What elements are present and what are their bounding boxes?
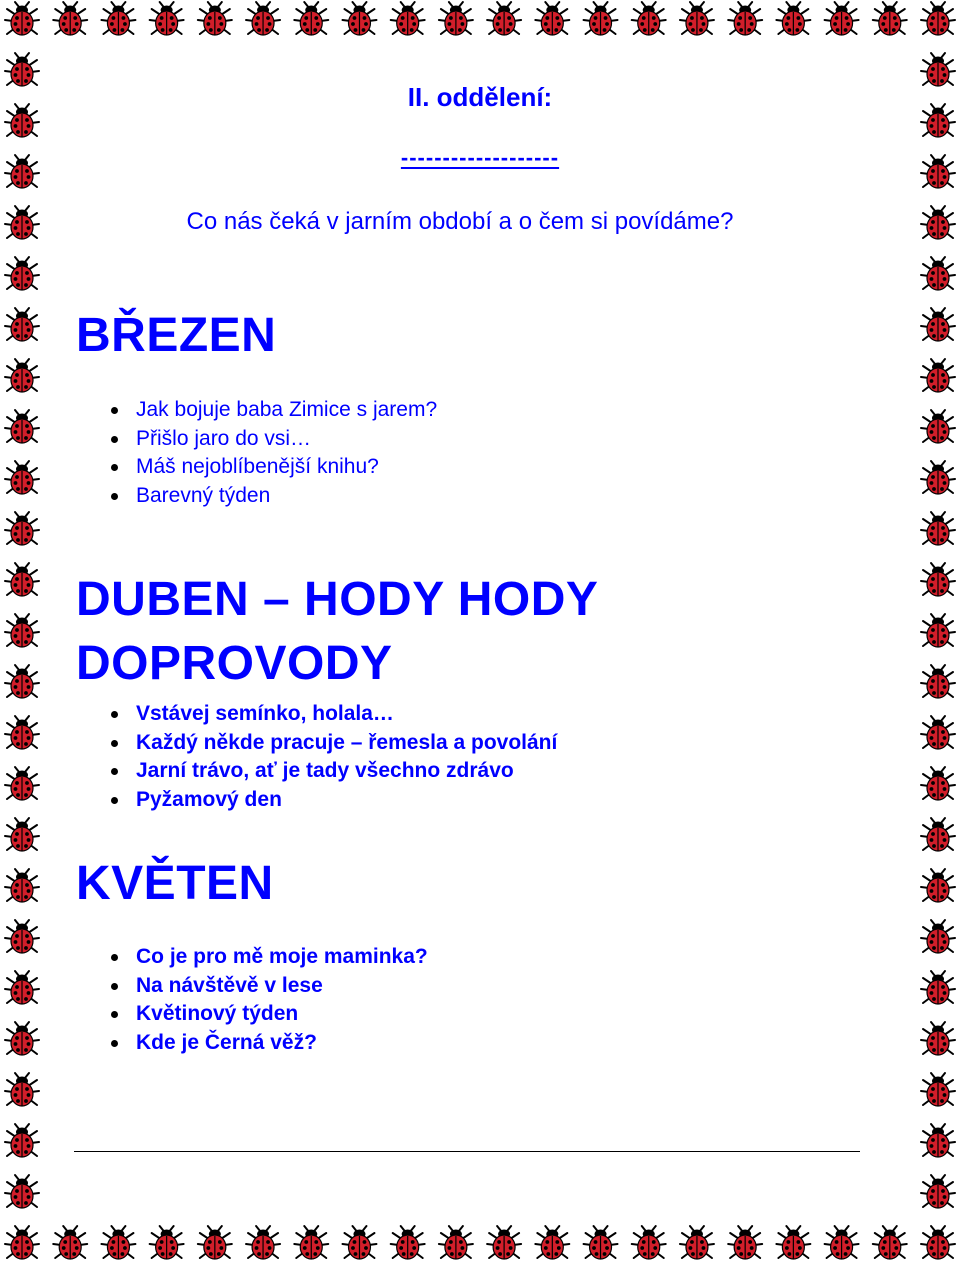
list-item: Jak bojuje baba Zimice s jarem? — [136, 396, 437, 425]
list-item: Každý někde pracuje – řemesla a povolání — [136, 729, 557, 758]
list-item: Jarní trávo, ať je tady všechno zdrávo — [136, 757, 557, 786]
heading-duben-line2: DOPROVODY — [76, 637, 393, 690]
list-duben — [104, 700, 557, 814]
heading-duben-line1: DUBEN – HODY HODY — [76, 573, 599, 626]
heading-kveten: KVĚTEN — [76, 857, 274, 910]
list-item: Květinový týden — [136, 1000, 428, 1029]
list-kveten — [104, 943, 428, 1057]
list-item: Máš nejoblíbenější knihu? — [136, 453, 437, 482]
list-item: Barevný týden — [136, 482, 437, 511]
list-item: Pyžamový den — [136, 786, 557, 815]
heading-brezen: BŘEZEN — [76, 309, 277, 362]
bottom-rule — [74, 1151, 860, 1152]
page-title: II. oddělení: — [407, 82, 553, 112]
list-item: Přišlo jaro do vsi… — [136, 425, 437, 454]
intro-question: Co nás čeká v jarním období a o čem si povídáme? — [186, 208, 734, 235]
list-item: Vstávej semínko, holala… — [136, 700, 557, 729]
title-dashes: ------------------- — [400, 145, 560, 170]
list-item: Co je pro mě moje maminka? — [136, 943, 428, 972]
list-brezen — [104, 396, 437, 510]
list-item: Na návštěvě v lese — [136, 972, 428, 1001]
list-item: Kde je Černá věž? — [136, 1029, 428, 1058]
